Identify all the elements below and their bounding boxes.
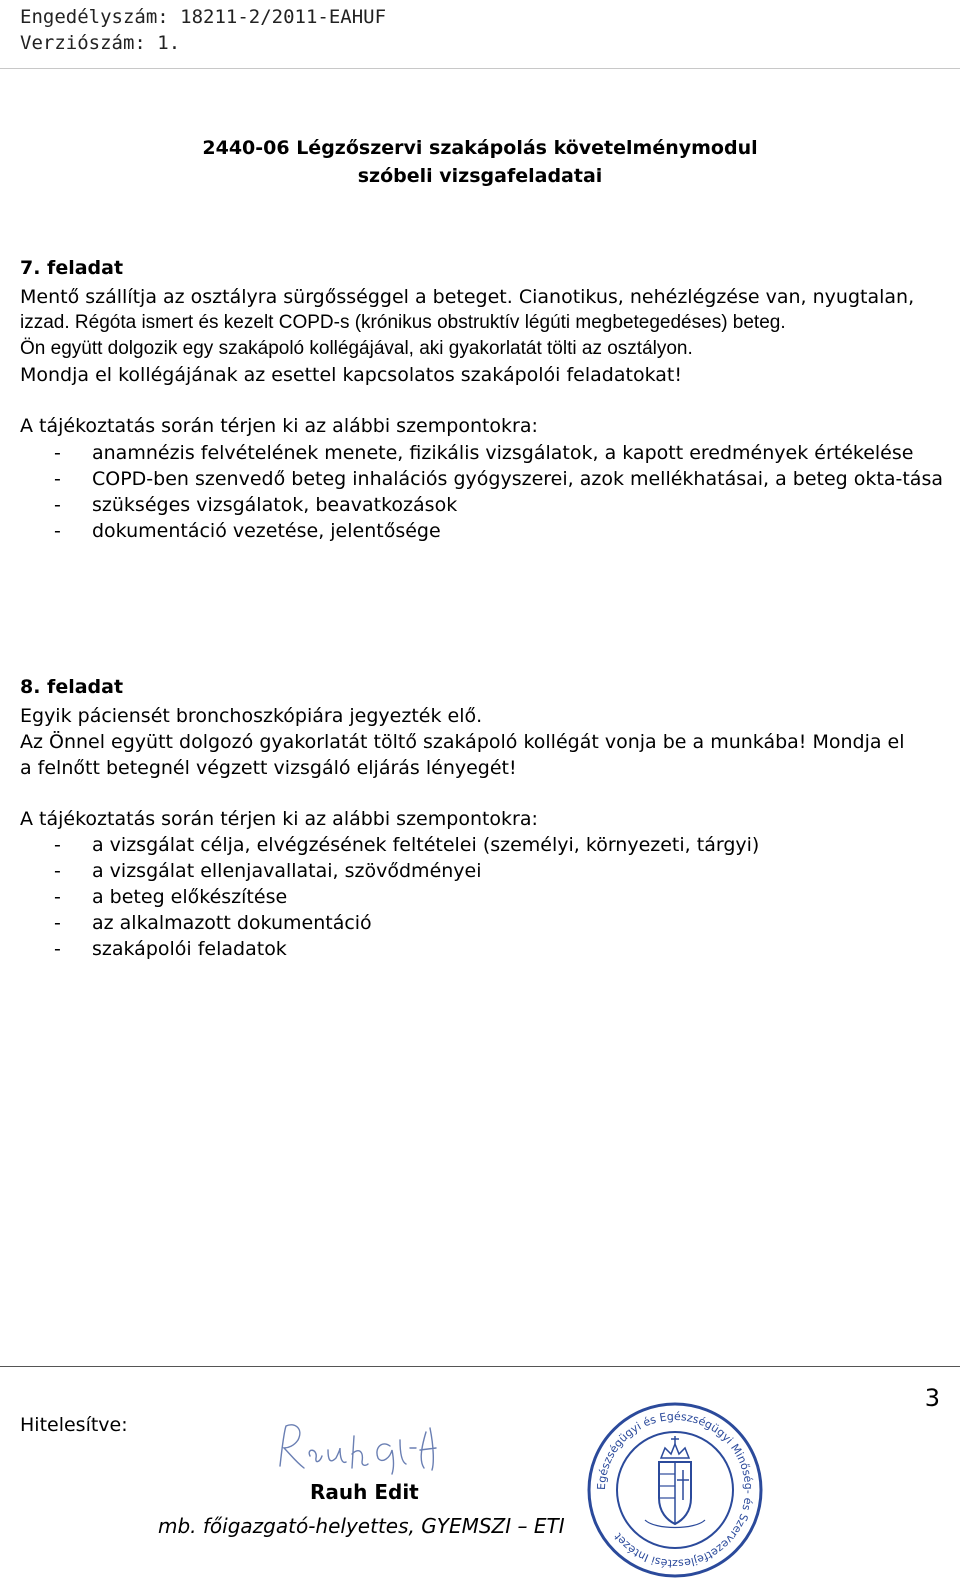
page-title xyxy=(0,134,960,190)
list-dash: - xyxy=(54,912,61,934)
task-8-intro xyxy=(20,703,945,781)
list-item: - a vizsgálat ellenjavallatai, szövődményei xyxy=(54,860,482,882)
list-dash: - xyxy=(54,834,61,856)
list-item: - a beteg előkészítése xyxy=(54,886,288,908)
handwritten-signature xyxy=(270,1418,470,1478)
official-seal-icon xyxy=(585,1400,765,1580)
list-dash: - xyxy=(54,520,61,542)
seal-text: Egészségügyi és Egészségügyi Minőség- és Szervezetfejlesztési Intézet xyxy=(594,1409,756,1571)
task-8-intro-line: a felnőtt betegnél végzett vizsgáló eljárás lényegét! xyxy=(20,757,517,779)
footer-divider xyxy=(0,1366,960,1367)
task-8-intro-line: Egyik páciensét bronchoszkópiára jegyezték elő. xyxy=(20,705,483,727)
task-7-intro-line: Ön együtt dolgozik egy szakápoló kollégájával, aki gyakorlatát tölti az osztályon. xyxy=(20,338,693,359)
list-item: - COPD-ben szenvedő beteg inhalációs gyógyszerei, azok mellékhatásai, a beteg okta-tása xyxy=(54,468,943,490)
task-8-aspects-label: A tájékoztatás során térjen ki az alábbi szempontokra: xyxy=(20,808,538,830)
task-7-aspects-label: A tájékoztatás során térjen ki az alábbi szempontokra: xyxy=(20,415,538,437)
signer-title: mb. főigazgató-helyettes, GYEMSZI – ETI xyxy=(158,1514,565,1538)
task-7-intro xyxy=(20,284,945,388)
list-dash: - xyxy=(54,938,61,960)
header-divider xyxy=(0,68,960,69)
page-number: 3 xyxy=(924,1384,940,1412)
list-item: - a vizsgálat célja, elvégzésének feltételei (személyi, környezeti, tárgyi) xyxy=(54,834,760,856)
task-7-intro-line: izzad. Régóta ismert és kezelt COPD-s (krónikus obstruktív légúti megbetegedéses) beteg. xyxy=(20,312,786,333)
task-8-intro-line: Az Önnel együtt dolgozó gyakorlatát töltő szakápoló kollégát vonja be a munkába! Mondja el xyxy=(20,731,905,753)
list-item: - dokumentáció vezetése, jelentősége xyxy=(54,520,441,542)
title-line-2: szóbeli vizsgafeladatai xyxy=(357,165,603,187)
document-header xyxy=(20,4,386,56)
license-number: Engedélyszám: 18211-2/2011-EAHUF xyxy=(20,6,387,28)
list-dash: - xyxy=(54,442,61,464)
title-line-1: 2440-06 Légzőszervi szakápolás követelménymodul xyxy=(202,137,758,159)
task-7-heading: 7. feladat xyxy=(20,257,124,279)
list-item: - anamnézis felvételének menete, fizikális vizsgálatok, a kapott eredmények értékelése xyxy=(54,442,914,464)
list-dash: - xyxy=(54,494,61,516)
task-7-intro-line: Mondja el kollégájának az esettel kapcsolatos szakápolói feladatokat! xyxy=(20,364,682,386)
task-7-intro-line: Mentő szállítja az osztályra sürgősséggel a beteget. Cianotikus, nehézlégzése van, nyugtalan, xyxy=(20,286,915,308)
task-7-aspect-list xyxy=(20,440,945,544)
list-dash: - xyxy=(54,468,61,490)
task-8-aspect-list xyxy=(20,832,945,962)
list-item: - az alkalmazott dokumentáció xyxy=(54,912,372,934)
version-number: Verziószám: 1. xyxy=(20,32,181,54)
certified-label: Hitelesítve: xyxy=(20,1414,128,1436)
list-dash: - xyxy=(54,886,61,908)
list-dash: - xyxy=(54,860,61,882)
list-item: - szakápolói feladatok xyxy=(54,938,287,960)
task-8-heading: 8. feladat xyxy=(20,676,124,698)
list-item: - szükséges vizsgálatok, beavatkozások xyxy=(54,494,458,516)
signer-name: Rauh Edit xyxy=(310,1480,419,1504)
